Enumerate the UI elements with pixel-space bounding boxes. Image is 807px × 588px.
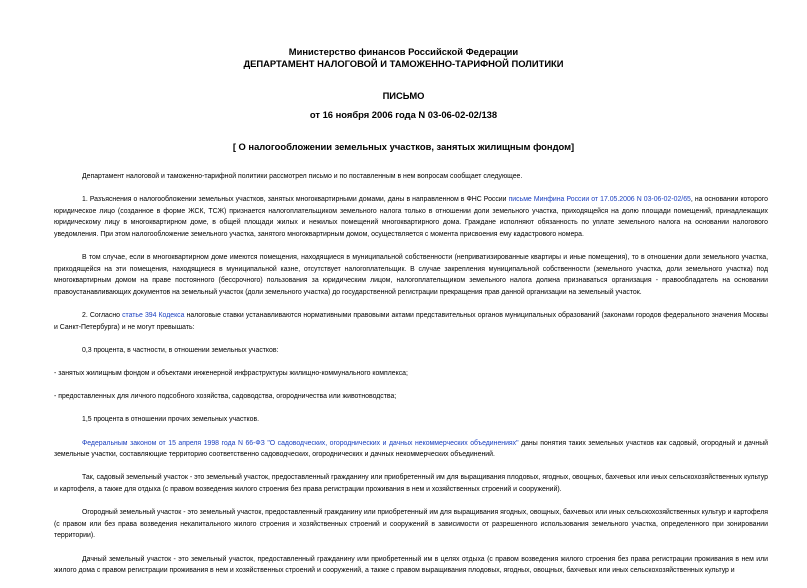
department-title: ДЕПАРТАМЕНТ НАЛОГОВОЙ И ТАМОЖЕННО-ТАРИФНОЙ ПОЛИТИКИ bbox=[243, 58, 564, 69]
list-item-personal-farming: - предоставленных для личного подсобного хозяйства, садоводства, огородничества или животноводства; bbox=[54, 393, 397, 401]
ministry-title: Министерство финансов Российской Федерации bbox=[288, 46, 519, 57]
paragraph-vegetable-plot: Огородный земельный участок - это земельный участок, предоставленный гражданину или приобретенный им для выращивания ягодных, овощных, бахчевых или иных сельскохозяйственных культур и картофеля (с правом или без права возведения некапитального жилого строения и хозяйственных строений и сооружений в зависимости от разрешенного использования земельного участка, определенного при зонировании территории). bbox=[54, 509, 768, 540]
list-item-housing: - занятых жилищным фондом и объектами инженерной инфраструктуры жилищно-коммунального комплекса; bbox=[54, 370, 408, 378]
paragraph-intro: Департамент налоговой и таможенно-тарифной политики рассмотрел письмо и по поставленным в нем вопросам сообщает следующее. bbox=[82, 173, 523, 180]
paragraph-federal-law-text: даны понятия таких земельных участков как садовый, огородный и дачный земельные участки, составляющие территорию соответственно садоводческих, огороднических и дачных некоммерческих объединений. bbox=[54, 439, 768, 459]
paragraph-2: В том случае, если в многоквартирном доме имеются помещения, находящиеся в муниципальной собственности (неприватизированные квартиры и иные помещения), то в отношении доли земельного участка, приходящейся на эти помещения, находящиеся в муниципальной казне, отсутствует налогоплательщик. В случае закрепления муниципальной собственности (земельного участка, доли земельного участка) под многоквартирным домом на праве постоянного (бессрочного) пользования за юридическим лицом, налогоплательщиком земельного налога должна признаваться организация - правообладатель на основании правоустанавливающих документов на земельный участок (доли земельного участка) до государственной регистрации прекращения прав данной организации на земельный участок. bbox=[54, 254, 768, 296]
document-date-number: от 16 ноября 2006 года N 03-06-02-02/138 bbox=[309, 109, 498, 120]
paragraph-rate-15: 1,5 процента в отношении прочих земельных участков. bbox=[82, 416, 260, 424]
paragraph-federal-law bbox=[54, 438, 768, 461]
document-body bbox=[54, 171, 768, 588]
paragraph-3-text-start: 2. Согласно bbox=[82, 312, 123, 320]
paragraph-1-text-end: , на основании которого юридическое лицо (созданное в форме ЖСК, ТСЖ) признается налогоплательщиком земельного налога только в отношении доли земельного участка, приходящейся на долю площади помещений, принадлежащих юридическому лицу в многоквартирном доме, в общей площади жилых и нежилых помещений многоквартирного дома. Граждане исполняют обязанность по уплате земельного налога на основании налогового уведомления. При этом налогообложение земельного участка, занятого многоквартирным домом, осуществляется с момента присвоения ему кадастрового номера. bbox=[54, 196, 768, 238]
link-minfin-letter[interactable]: письме Минфина России от 17.05.2006 N 03-06-02-02/65 bbox=[508, 196, 691, 204]
paragraph-1 bbox=[54, 194, 768, 240]
paragraph-garden-plot: Так, садовый земельный участок - это земельный участок, предоставленный гражданину или приобретенный им для выращивания плодовых, ягодных, овощных, бахчевых или иных сельскохозяйственных культур и картофеля, а также для отдыха (с правом возведения жилого строения без права регистрации проживания в нем и хозяйственных строений и сооружений). bbox=[54, 474, 768, 494]
paragraph-1-text-start: 1. Разъяснения о налогообложении земельных участков, занятых многоквартирными домами, даны в направленном в ФНС России bbox=[82, 196, 509, 204]
document-type: ПИСЬМО bbox=[382, 90, 425, 101]
paragraph-3 bbox=[54, 310, 768, 333]
paragraph-dacha-plot: Дачный земельный участок - это земельный участок, предоставленный гражданину или приобретенный им в целях отдыха (с правом возведения жилого строения без права регистрации проживания в нем или жилого дома с правом регистрации проживания в нем и хозяйственных строений и сооружений, а также с правом выращивания плодовых, ягодных, овощных, бахчевых или иных сельскохозяйственных культур и bbox=[54, 555, 768, 575]
paragraph-3-text-end: налоговые ставки устанавливаются нормативными правовыми актами представительных органов муниципальных образований (законами городов федерального значения Москвы и Санкт-Петербурга) и не могут превышать: bbox=[54, 312, 769, 331]
link-federal-law-66fz[interactable]: Федеральным законом от 15 апреля 1998 года N 66-ФЗ "О садоводческих, огороднических и дачных некоммерческих объединениях" bbox=[82, 439, 519, 447]
paragraph-rate-03: 0,3 процента, в частности, в отношении земельных участков: bbox=[82, 346, 279, 354]
document-subject: [ О налогообложении земельных участков, занятых жилищным фондом] bbox=[232, 141, 575, 152]
link-article-394[interactable]: статье 394 Кодекса bbox=[122, 312, 185, 320]
